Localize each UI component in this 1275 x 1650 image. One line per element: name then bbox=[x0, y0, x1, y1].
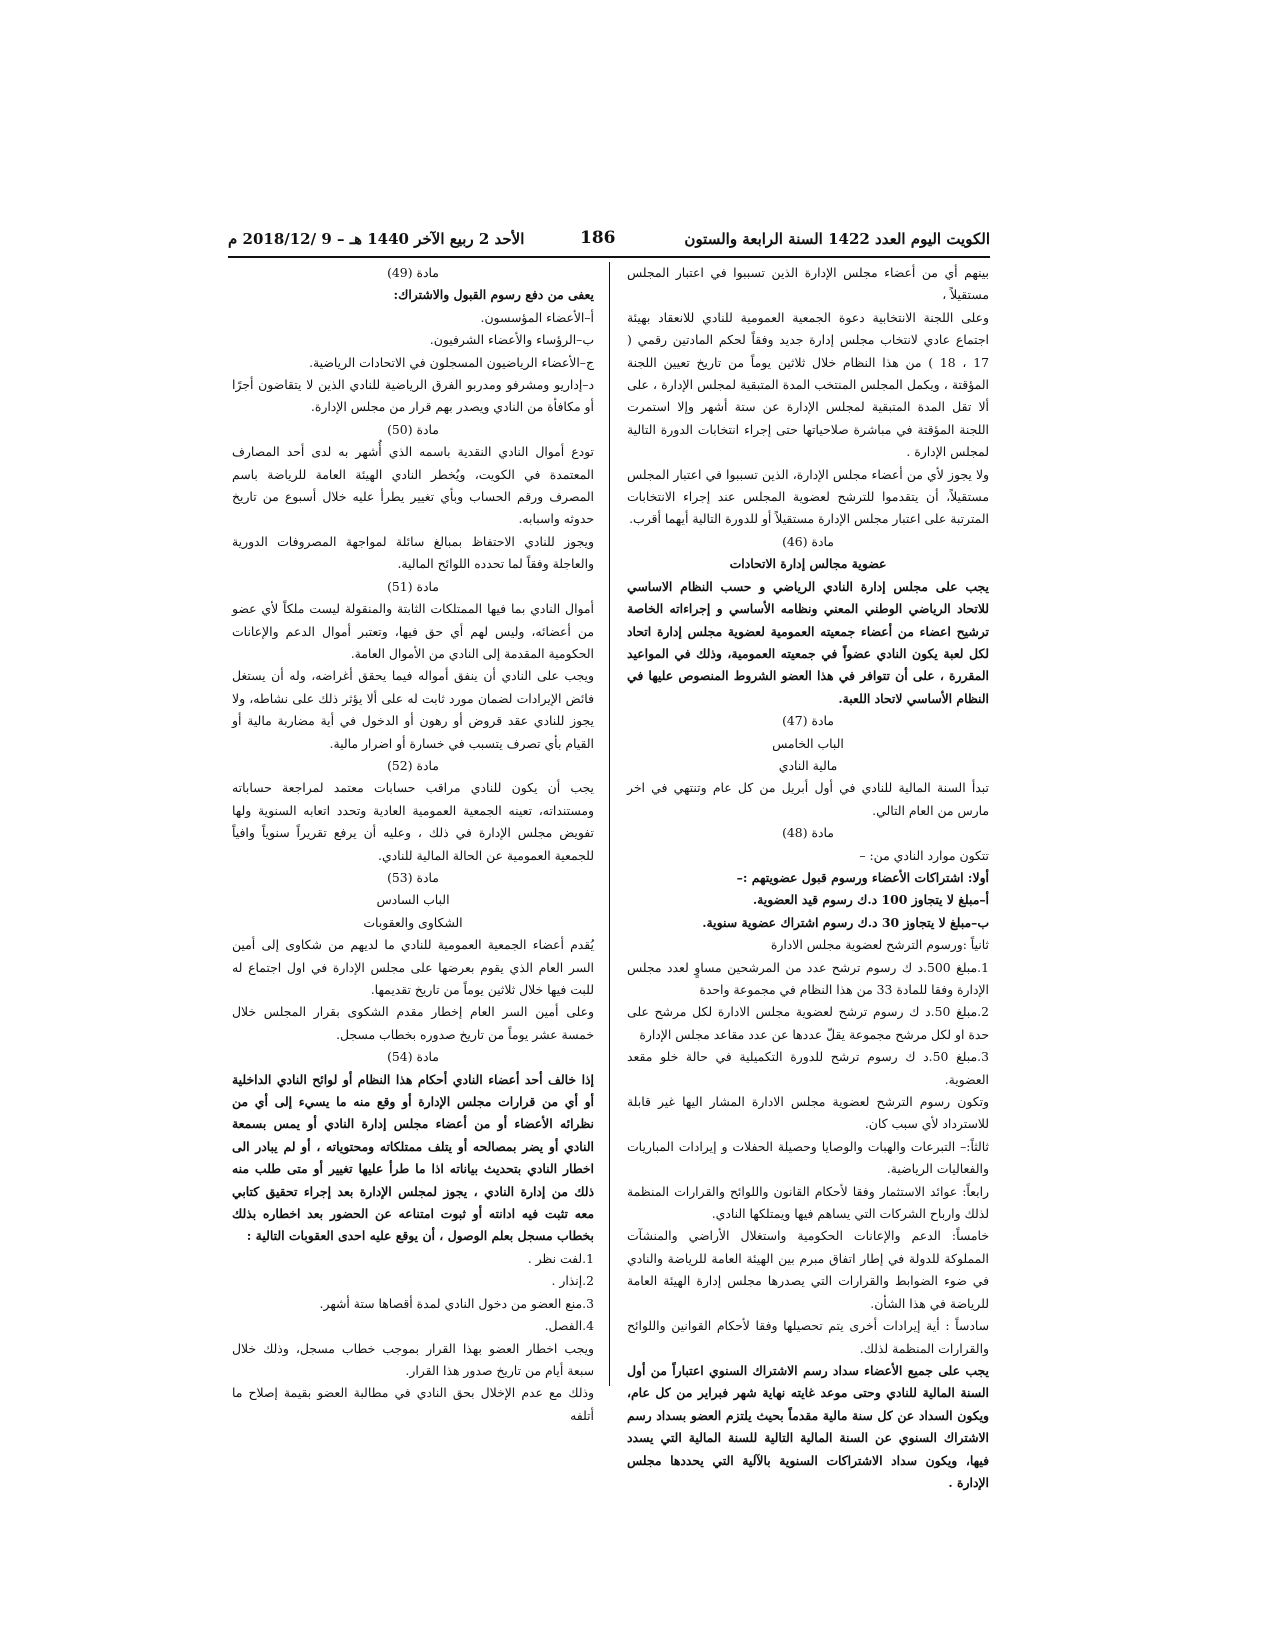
paragraph: ويجب اخطار العضو بهذا القرار بموجب خطاب مسجل، وذلك خلال سبعة أيام من تاريخ صدور هذا القرار. bbox=[232, 1340, 594, 1378]
page-number: 186 bbox=[580, 228, 616, 248]
article-heading: مادة (52) bbox=[387, 757, 439, 773]
article-heading: مادة (49) bbox=[387, 265, 439, 280]
header-date: الأحد 2 ربيع الآخر 1440 هـ – 9 /2018/12 م bbox=[228, 230, 525, 248]
list-item: أ–الأعضاء المؤسسون. bbox=[480, 309, 594, 325]
article-heading: مادة (54) bbox=[387, 1049, 439, 1065]
chapter-heading: الباب الخامس bbox=[772, 735, 844, 751]
chapter-title: الشكاوى والعقوبات bbox=[363, 914, 463, 930]
list-item: سادساً : أية إيرادات أخرى يتم تحصيلها وفقا لأحكام القوانين واللوائح والقرارات المنظمة لذلك. bbox=[627, 1318, 989, 1356]
paragraph: يُقدم أعضاء الجمعية العمومية للنادي ما لديهم من شكاوى إلى أمين السر العام الذي يقوم بعرضها على مجلس الإدارة في اول اجتماع له للبت فيها خلال ثلاثين يوماً من تاريخ تقديمها. bbox=[232, 937, 594, 997]
chapter-title: مالية النادي bbox=[778, 757, 838, 773]
list-item: 2.مبلغ 50.د ك رسوم ترشح لعضوية مجلس الادارة لكل مرشح على حدة او لكل مرشح مجموعة يقلّ عددها عن عدد مقاعد مجلس الإدارة bbox=[627, 1004, 989, 1042]
paragraph: إذا خالف أحد أعضاء النادي أحكام هذا النظام أو لوائح النادي الداخلية أو أي من قرارات مجلس الإدارة أو وقع منه ما يسيء إلى أي من نظرائه الأعضاء أو من أعضاء مجلس إدارة النادي أو يمس بسمعة النادي أو يضر بمصالحه أو يتلف ممتلكاته ومحتوياته ، أو لم يبادر الى اخطار النادي بتحديث بياناته اذا ما طرأ عليها تغيير أو متى طلب منه ذلك من إدارة النادي ، يجوز لمجلس الإدارة بعد إجراء تحقيق كتابي معه تثبت فيه ادانته أو ثبوت امتناعه عن الحضور بعد اخطاره بذلك بخطاب مسجل بعلم الوصول ، أن يوقع عليه احدى العقوبات التالية : bbox=[232, 1071, 594, 1244]
article-heading: مادة (51) bbox=[387, 578, 439, 594]
paragraph: وعلى أمين السر العام إخطار مقدم الشكوى بقرار المجلس خلال خمسة عشر يوماً من تاريخ صدوره بخطاب مسجل. bbox=[232, 1004, 594, 1042]
list-item: أ–مبلغ لا يتجاوز 100 د.ك رسوم قيد العضوية. bbox=[752, 892, 989, 908]
paragraph: وتكون رسوم الترشح لعضوية مجلس الادارة المشار اليها غير قابلة للاسترداد لأي سبب كان. bbox=[627, 1094, 989, 1132]
paragraph: تبدأ السنة المالية للنادي في أول أبريل من كل عام وتنتهي في اخر مارس من العام التالي. bbox=[627, 780, 989, 818]
paragraph: وعلى اللجنة الانتخابية دعوة الجمعية العمومية للنادي للانعقاد بهيئة اجتماع عادي لانتخاب مجلس إدارة جديد وفقاً لحكم المادتين رقمي ( 17 ، 18 ) من هذا النظام خلال ثلاثين يوماً من تاريخ تعيين اللجنة المؤقتة ، ويكمل المجلس المنتخب المدة المتبقية لمجلس الإدارة ، على ألا تقل المدة المتبقية لمجلس الإدارة عن ستة أشهر وإلا استمرت اللجنة المؤقتة في مباشرة صلاحياتها حتى إجراء انتخابات الدورة التالية لمجلس الإدارة . bbox=[627, 309, 989, 460]
paragraph: ويجوز للنادي الاحتفاظ بمبالغ سائلة لمواجهة المصروفات الدورية والعاجلة وفقاً لما تحدده اللوائح المالية. bbox=[232, 533, 594, 572]
paragraph: يجب على جميع الأعضاء سداد رسم الاشتراك السنوي اعتباراً من أول السنة المالية للنادي وحتى موعد غايته نهاية شهر فبراير من كل عام، ويكون السداد عن كل سنة مالية مقدماً بحيث يلتزم العضو بسداد رسم الاشتراك السنوي عن السنة المالية التالية للسنة المالية التي يسدد فيها، ويكون سداد الاشتراكات السنوية بالآلية التي يحددها مجلس الإدارة . bbox=[627, 1362, 989, 1490]
right-column bbox=[627, 262, 990, 1490]
list-item: ب–مبلغ لا يتجاوز 30 د.ك رسوم اشتراك عضوية سنوية. bbox=[702, 914, 989, 930]
article-heading: مادة (50) bbox=[387, 421, 439, 437]
list-item: ثانياً :ورسوم الترشح لعضوية مجلس الادارة bbox=[770, 937, 989, 953]
left-column bbox=[232, 262, 594, 1423]
paragraph: يجب أن يكون للنادي مراقب حسابات معتمد لمراجعة حساباته ومستنداته، تعينه الجمعية العمومية العادية وتحدد اتعابه السنوية ولها تفويض مجلس الإدارة في ذلك ، وعليه أن يرفع تقريراً سنوياً وافياً للجمعية العمومية عن الحالة المالية للنادي. bbox=[232, 780, 594, 863]
header-issue: الكويت اليوم العدد 1422 السنة الرابعة والستون bbox=[684, 230, 990, 248]
list-item: 3.منع العضو من دخول النادي لمدة أقصاها ستة أشهر. bbox=[319, 1295, 594, 1311]
list-item: 4.الفصل. bbox=[544, 1318, 594, 1334]
paragraph: تودع أموال النادي النقدية باسمه الذي أُشهر به لدى أحد المصارف المعتمدة في الكويت، ويُخطر النادي الهيئة العامة للرياضة باسم المصرف ورقم الحساب وبأي تغيير يطرأ عليه خلال أسبوع من تاريخ حدوثه واسبابه. bbox=[232, 444, 594, 527]
article-heading: مادة (46) bbox=[782, 533, 834, 549]
list-item: د–إداريو ومشرفو ومدربو الفرق الرياضية للنادي الذين لا يتقاضون أجرًا أو مكافأة من النادي ويصدر بهم قرار من مجلس الإدارة. bbox=[232, 377, 594, 415]
article-heading: مادة (53) bbox=[387, 869, 439, 885]
list-item: 1.مبلغ 500.د ك رسوم ترشح عدد من المرشحين مساوٍ لعدد مجلس الإدارة وفقا للمادة 33 من هذا النظام في مجموعة واحدة bbox=[627, 959, 990, 997]
paragraph: بينهم أي من أعضاء مجلس الإدارة الذين تسببوا في اعتبار المجلس مستقيلاً ، bbox=[627, 265, 989, 303]
paragraph: ولا يجوز لأي من أعضاء مجلس الإدارة، الذين تسببوا في اعتبار المجلس مستقيلاً، أن يتقدموا للترشح لعضوية المجلس عند إجراء الانتخابات المترتبة على اعتبار مجلس الإدارة مستقيلاً أو للدورة التالية أيهما أقرب. bbox=[627, 466, 989, 527]
list-item: خامساً: الدعم والإعانات الحكومية واستغلال الأراضي والمنشآت المملوكة للدولة في إطار اتفاق مبرم بين الهيئة العامة للرياضة والنادي في ضوء الضوابط والقرارات التي يصدرها مجلس إدارة الهيئة العامة للرياضة في هذا الشأن. bbox=[627, 1228, 989, 1311]
list-item: 3.مبلغ 50.د ك رسوم ترشح للدورة التكميلية في حالة خلو مقعد العضوية. bbox=[627, 1049, 989, 1087]
article-heading: مادة (47) bbox=[782, 713, 834, 729]
article-heading: مادة (48) bbox=[782, 825, 834, 841]
list-item: 1.لفت نظر . bbox=[527, 1250, 594, 1266]
header-rule bbox=[228, 256, 990, 258]
paragraph: تتكون موارد النادي من: – bbox=[859, 847, 989, 863]
paragraph: ويجب على النادي أن ينفق أمواله فيما يحقق أغراضه، وله أن يستغل فائض الإيرادات لضمان مورد ثابت له على ألا يؤثر ذلك على نشاطه، ولا يجوز للنادي عقد قروض أو رهون أو الدخول في أية مضاربة مالية أو القيام بأي تصرف يتسبب في خسارة أو اضرار مالية. bbox=[232, 668, 594, 751]
list-item: ب–الرؤساء والأعضاء الشرفيون. bbox=[429, 332, 594, 348]
paragraph: أموال النادي بما فيها الممتلكات الثابتة والمنقولة ليست ملكاً لأي عضو من أعضائه، وليس لهم أي حق فيها، وتعتبر أموال الدعم والإعانات الحكومية المقدمة إلى النادي من الأموال العامة. bbox=[232, 601, 594, 661]
list-item: رابعاً: عوائد الاستثمار وفقا لأحكام القانون واللوائح والقرارات المنظمة لذلك وارباح الشركات التي يساهم فيها ويمتلكها النادي. bbox=[627, 1183, 989, 1222]
paragraph: يعفى من دفع رسوم القبول والاشتراك: bbox=[393, 287, 594, 303]
list-item: أولا: اشتراكات الأعضاء ورسوم قبول عضويتهم :– bbox=[736, 869, 989, 885]
chapter-heading: الباب السادس bbox=[376, 892, 450, 908]
list-item: 2.إنذار . bbox=[551, 1273, 594, 1289]
column-divider bbox=[609, 262, 610, 1386]
paragraph: يجب على مجلس إدارة النادي الرياضي و حسب النظام الاساسي للاتحاد الرياضي الوطني المعني ونظامه الأساسي و إجراءاته الخاصة ترشيح اعضاء من أعضاء جمعيته العمومية لعضوية مجلس إدارة اتحاد لكل لعبة يكون النادي عضواً في جمعيته العمومية، وذلك في المواعيد المقررة ، على أن تتوافر في هذا العضو الشروط المنصوص عليها في النظام الأساسي لاتحاد اللعبة. bbox=[627, 578, 989, 706]
section-heading: عضوية مجالس إدارة الاتحادات bbox=[729, 556, 887, 572]
page-header bbox=[228, 228, 990, 254]
paragraph: وذلك مع عدم الإخلال بحق النادي في مطالبة العضو بقيمة إصلاح ما أتلفه bbox=[232, 1385, 594, 1423]
list-item: ثالثاً:– التبرعات والهبات والوصايا وحصيلة الحفلات و إيرادات المباريات والفعاليات الرياضية. bbox=[627, 1138, 989, 1177]
list-item: ج–الأعضاء الرياضيون المسجلون في الاتحادات الرياضية. bbox=[309, 354, 594, 370]
